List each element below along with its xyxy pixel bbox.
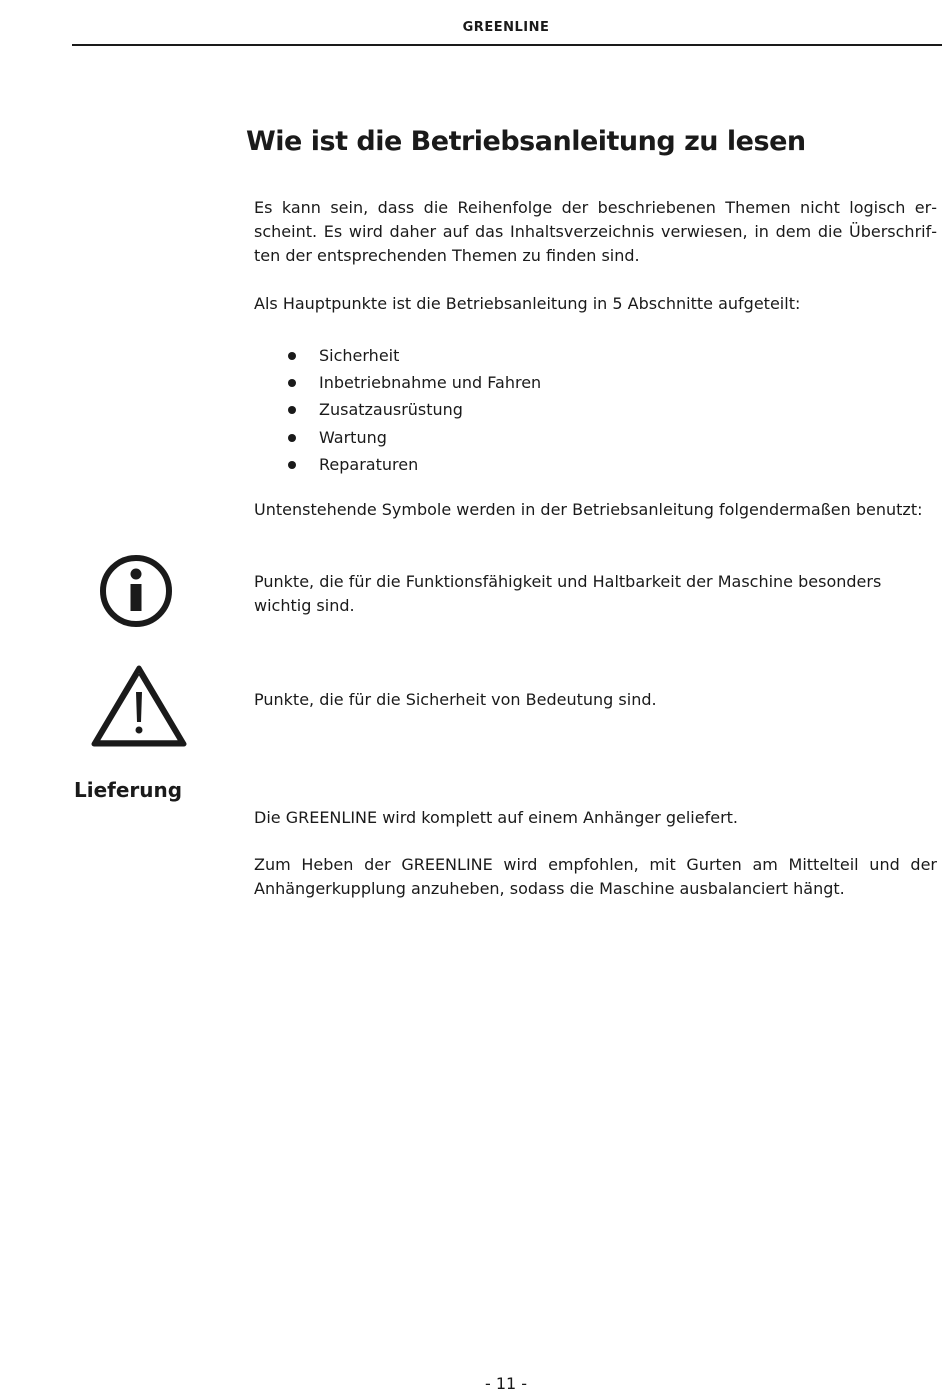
list-item-label: Wartung — [319, 427, 387, 447]
list-item — [254, 369, 541, 396]
list-item-label: Sicherheit — [319, 346, 400, 365]
bullet-icon — [288, 434, 296, 442]
list-item — [254, 451, 541, 478]
running-header: GREENLINE — [462, 20, 550, 35]
bullet-icon — [288, 379, 296, 387]
sections-list — [254, 342, 541, 478]
list-item — [254, 342, 541, 369]
delivery-heading: Lieferung — [74, 778, 183, 802]
lifting-paragraph: Zum Heben der GREENLINE wird empfohlen, mit Gurten am Mittelteil und der Anhängerkupplung anzuheben, sodass die Maschine ausbalanciert hängt. — [254, 855, 937, 898]
sections-intro: Als Hauptpunkte ist die Betriebsanleitung in 5 Abschnitte aufgeteilt: — [254, 294, 801, 313]
list-item — [254, 396, 541, 423]
info-symbol-text: Punkte, die für die Funktionsfähigkeit und Haltbarkeit der Maschine besonders wichtig sind. — [254, 572, 882, 615]
intro-paragraph: Es kann sein, dass die Reihenfolge der beschriebenen Themen nicht logisch erscheint. Es wird daher auf das Inhaltsverzeichnis verwiesen, in dem die Überschriften der entsprechenden Themen zu finden sind. — [254, 198, 937, 265]
list-item-label: Inbetriebnahme und Fahren — [319, 373, 542, 393]
delivery-paragraph: Die GREENLINE wird komplett auf einem Anhänger geliefert. — [254, 808, 739, 827]
header-divider — [72, 44, 942, 46]
bullet-icon — [288, 352, 296, 360]
list-item — [254, 424, 541, 451]
symbols-intro: Untenstehende Symbole werden in der Betriebsanleitung folgendermaßen benutzt: — [254, 500, 923, 519]
warning-icon — [90, 664, 188, 748]
info-icon — [98, 553, 174, 629]
page-number: - 11 - — [484, 1374, 528, 1393]
list-item-label: Zusatzausrüstung — [319, 400, 463, 420]
warning-symbol-text: Punkte, die für die Sicherheit von Bedeutung sind. — [254, 690, 657, 709]
page-title: Wie ist die Betriebsanleitung zu lesen — [246, 126, 806, 157]
list-item-label: Reparaturen — [319, 454, 419, 474]
bullet-icon — [288, 461, 296, 469]
bullet-icon — [288, 406, 296, 414]
